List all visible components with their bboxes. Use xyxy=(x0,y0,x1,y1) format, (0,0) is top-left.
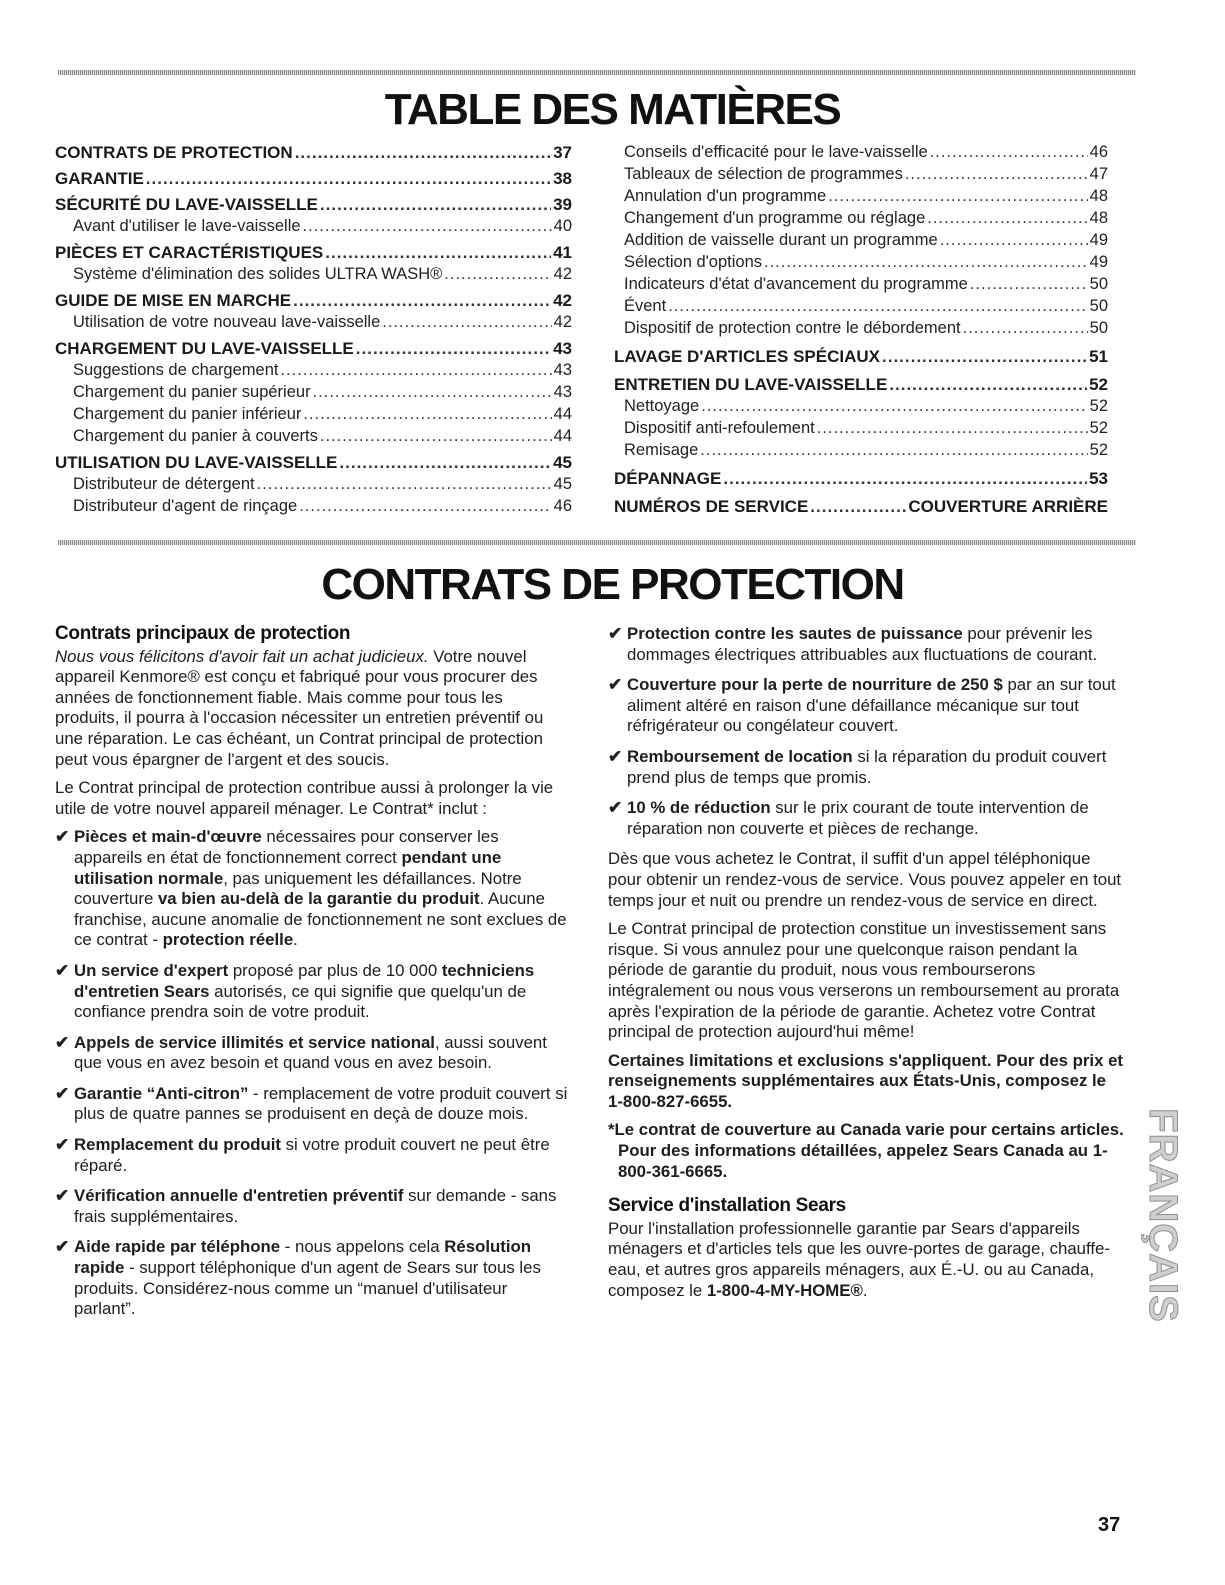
toc-leader-dots xyxy=(701,397,1087,416)
toc-page-number: 46 xyxy=(553,497,572,515)
toc-leader-dots xyxy=(303,405,551,424)
toc-page-number: 48 xyxy=(1089,209,1108,227)
toc-page-number: 41 xyxy=(553,243,572,262)
toc-section-entry xyxy=(55,169,572,191)
benefit-item: ✔ Appels de service illimités et service national, aussi souvent que vous en avez besoin et quand vous en avez besoin. xyxy=(55,1032,547,1073)
toc-leader-dots xyxy=(940,231,1088,250)
toc-leader-dots xyxy=(303,217,552,236)
checkmark-icon: ✔ xyxy=(55,960,70,980)
toc-entry-label: Distributeur de détergent xyxy=(73,475,255,493)
toc-leader-dots xyxy=(444,265,551,284)
toc-leader-dots xyxy=(963,319,1088,338)
toc-entry-label: PIÈCES ET CARACTÉRISTIQUES xyxy=(55,243,324,262)
coverage-paragraph: Le Contrat principal de protection contribue aussi à prolonger la vie utile de votre nouvel appareil ménager. Le Contrat* inclut : xyxy=(55,778,554,818)
toc-subentry xyxy=(614,275,1108,297)
toc-entry-label: Suggestions de chargement xyxy=(73,361,279,379)
intro-paragraph: Nous vous félicitons d'avoir fait un achat judicieux. Votre nouvel appareil Kenmore® est conçu et fabriqué pour vous procurer des années de fonctionnement fiable. Mais comme pour tous les produits, il pourra à l'occasion nécessiter un entretien préventif ou une réparation. Le cas échéant, un Contrat principal de protection peut vous épargner de l'argent et des soucis. xyxy=(55,646,544,769)
toc-page-number: 50 xyxy=(1089,297,1108,315)
toc-page-number: 38 xyxy=(553,169,572,188)
toc-leader-dots xyxy=(930,143,1088,162)
service-call-paragraph: Dès que vous achetez le Contrat, il suffit d'un appel téléphonique pour obtenir un rendez-vous de service. Vous pouvez appeler en tout temps jour et nuit ou prendre un rendez-vous de service en direct. xyxy=(608,849,1122,910)
benefit-item: ✔ Garantie “Anti-citron” - remplacement de votre produit couvert si plus de quatre pannes se produisent en deçà de douze mois. xyxy=(55,1083,568,1124)
installation-paragraph: Pour l'installation professionnelle garantie par Sears d'appareils ménagers et d'articles tels que les ouvre-portes de garage, chauffe-eau, et autres gros appareils ménagers, aux É.-U. ou au Canada, composez le 1-800-4-MY-HOME®. xyxy=(608,1218,1110,1300)
contracts-left-column xyxy=(55,624,571,1330)
benefit-item: ✔ Remboursement de location si la réparation du produit couvert prend plus de temps que promis. xyxy=(608,746,1107,787)
toc-page-number: 42 xyxy=(553,265,572,283)
toc-leader-dots xyxy=(280,361,551,380)
toc-subentry xyxy=(614,209,1108,231)
toc-leader-dots xyxy=(970,275,1088,294)
canada-notice: *Le contrat de couverture au Canada varie pour certains articles. Pour des informations détaillées, appelez Sears Canada au 1-800-361-6665. xyxy=(608,1120,1124,1181)
toc-subentry xyxy=(55,427,572,449)
toc-leader-dots xyxy=(882,347,1087,367)
toc-leader-dots xyxy=(339,453,551,473)
toc-page-number: 43 xyxy=(553,339,572,358)
toc-page-number: COUVERTURE ARRIÈRE xyxy=(908,497,1108,516)
toc-page-number: 50 xyxy=(1089,319,1108,337)
toc-leader-dots xyxy=(325,243,551,263)
toc-leader-dots xyxy=(356,339,551,359)
toc-page-number: 40 xyxy=(553,217,572,235)
benefit-item: ✔ Couverture pour la perte de nourriture de 250 $ par an sur tout aliment altéré en raison d'une défaillance mécanique sur tout réfrigérateur ou congélateur couvert. xyxy=(608,675,1116,736)
toc-page-number: 39 xyxy=(553,195,572,214)
toc-section-entry xyxy=(614,375,1108,397)
toc-subentry xyxy=(614,419,1108,441)
toc-section-entry xyxy=(55,339,572,361)
toc-section-entry xyxy=(614,497,1108,519)
language-side-tab: FRANÇAIS xyxy=(1140,1107,1185,1323)
toc-page-number: 45 xyxy=(553,453,572,472)
toc-leader-dots xyxy=(905,165,1088,184)
benefit-item: ✔ Aide rapide par téléphone - nous appelons cela Résolution rapide - support téléphonique d'un agent de Sears sur tous les produits. Considérez-nous comme un “manuel d'utilisateur parlant”. xyxy=(55,1237,541,1319)
toc-section-entry xyxy=(55,243,572,265)
benefit-list xyxy=(55,827,571,1319)
toc-right-column xyxy=(614,143,1108,519)
toc-entry-label: CONTRATS DE PROTECTION xyxy=(55,143,293,162)
toc-page-number: 45 xyxy=(553,475,572,493)
toc-leader-dots xyxy=(889,375,1087,395)
toc-entry-label: CHARGEMENT DU LAVE-VAISSELLE xyxy=(55,339,354,358)
toc-subentry xyxy=(614,397,1108,419)
toc-entry-label: Évent xyxy=(624,297,667,315)
toc-page-number: 48 xyxy=(1089,187,1108,205)
toc-leader-dots xyxy=(293,291,551,311)
toc-entry-label: Avant d'utiliser le lave-vaisselle xyxy=(73,217,301,235)
toc-leader-dots xyxy=(257,475,552,494)
toc-entry-label: DÉPANNAGE xyxy=(614,469,722,488)
toc-subentry xyxy=(55,217,572,239)
top-divider xyxy=(58,70,1136,75)
benefit-item: ✔ Un service d'expert proposé par plus de 10 000 techniciens d'entretien Sears autorisés, ce qui signifie que quelqu'un de confiance prendra soin de votre produit. xyxy=(55,960,535,1022)
toc-page-number: 53 xyxy=(1089,469,1108,488)
toc-page-number: 42 xyxy=(553,291,572,310)
toc-entry-label: Addition de vaisselle durant un programme xyxy=(624,231,938,249)
toc-entry-label: Chargement du panier supérieur xyxy=(73,383,311,401)
benefit-item: ✔ Pièces et main-d'œuvre nécessaires pour conserver les appareils en état de fonctionnement correct pendant une utilisation normale, pas uniquement les défaillances. Notre couverture va bien au-delà de la garantie du produit. Aucune franchise, aucune anomalie de fonctionnement ne sont exclues de ce contrat - protection réelle. xyxy=(55,827,567,950)
toc-subentry xyxy=(55,361,572,383)
toc-entry-label: Tableaux de sélection de programmes xyxy=(624,165,903,183)
toc-entry-label: Chargement du panier à couverts xyxy=(73,427,318,445)
section-divider xyxy=(58,540,1136,545)
toc-entry-label: Système d'élimination des solides ULTRA WASH® xyxy=(73,265,443,283)
toc-page-number: 49 xyxy=(1089,231,1108,249)
checkmark-icon: ✔ xyxy=(608,746,623,766)
toc-leader-dots xyxy=(320,427,552,446)
toc-entry-label: Annulation d'un programme xyxy=(624,187,827,205)
toc-leader-dots xyxy=(828,187,1087,206)
toc-entry-label: Utilisation de votre nouveau lave-vaisselle xyxy=(73,313,381,331)
toc-leader-dots xyxy=(927,209,1087,228)
toc-page-number: 50 xyxy=(1089,275,1108,293)
checkmark-icon: ✔ xyxy=(55,827,70,847)
toc-page-number: 52 xyxy=(1089,397,1108,415)
checkmark-icon: ✔ xyxy=(608,675,623,695)
toc-leader-dots xyxy=(382,313,551,332)
benefit-item: ✔ Vérification annuelle d'entretien préventif sur demande - sans frais supplémentaires. xyxy=(55,1186,557,1226)
toc-page-number: 52 xyxy=(1089,441,1108,459)
toc-subentry xyxy=(55,383,572,405)
toc-leader-dots xyxy=(146,169,551,189)
limitations-notice: Certaines limitations et exclusions s'appliquent. Pour des prix et renseignements supplémentaires aux États-Unis, composez le 1-800-827-6655. xyxy=(608,1050,1124,1111)
toc-page-number: 37 xyxy=(553,143,572,162)
toc-entry-label: Remisage xyxy=(624,441,699,459)
toc-subentry xyxy=(55,497,572,519)
toc-entry-label: Sélection d'options xyxy=(624,253,762,271)
toc-subentry xyxy=(55,265,572,287)
benefit-list-continued xyxy=(608,624,1124,839)
toc-entry-label: UTILISATION DU LAVE-VAISSELLE xyxy=(55,453,338,472)
toc-leader-dots xyxy=(700,441,1087,460)
toc-entry-label: ENTRETIEN DU LAVE-VAISSELLE xyxy=(614,375,888,394)
toc-leader-dots xyxy=(810,497,906,517)
toc-entry-label: GUIDE DE MISE EN MARCHE xyxy=(55,291,292,310)
toc-section-entry xyxy=(55,143,572,165)
page-number: 37 xyxy=(1098,1514,1121,1536)
toc-entry-label: Conseils d'efficacité pour le lave-vaisselle xyxy=(624,143,928,161)
risk-free-paragraph: Le Contrat principal de protection constitue un investissement sans risque. Si vous annulez pour une quelconque raison pendant la période de garantie du produit, nous vous rembourserons intégralement ou nous vous verserons un remboursement au prorata après l'expiration de la période de garantie. Achetez votre Contrat principal de protection aujourd'hui même! xyxy=(608,919,1120,1042)
toc-leader-dots xyxy=(817,419,1088,438)
toc-entry-label: GARANTIE xyxy=(55,169,144,188)
toc-subentry xyxy=(614,297,1108,319)
toc-section-entry xyxy=(55,291,572,313)
toc-subentry xyxy=(55,313,572,335)
toc-entry-label: Nettoyage xyxy=(624,397,700,415)
toc-entry-label: Chargement du panier inférieur xyxy=(73,405,302,423)
toc-page-number: 52 xyxy=(1089,375,1108,394)
toc-subentry xyxy=(55,405,572,427)
checkmark-icon: ✔ xyxy=(55,1237,70,1257)
checkmark-icon: ✔ xyxy=(55,1032,70,1052)
toc-entry-label: SÉCURITÉ DU LAVE-VAISSELLE xyxy=(55,195,318,214)
toc-entry-label: Dispositif de protection contre le débordement xyxy=(624,319,961,337)
toc-page-number: 44 xyxy=(553,427,572,445)
toc-subentry xyxy=(614,165,1108,187)
toc-leader-dots xyxy=(313,383,552,402)
toc-entry-label: Changement d'un programme ou réglage xyxy=(624,209,926,227)
toc-subentry xyxy=(614,319,1108,341)
toc-section-entry xyxy=(614,347,1108,369)
toc-entry-label: Dispositif anti-refoulement xyxy=(624,419,815,437)
toc-section-entry xyxy=(55,195,572,217)
toc-entry-label: Distributeur d'agent de rinçage xyxy=(73,497,298,515)
toc-page-number: 51 xyxy=(1089,347,1108,366)
toc-section-entry xyxy=(614,469,1108,491)
contracts-title: CONTRATS DE PROTECTION xyxy=(321,560,904,609)
toc-page-number: 44 xyxy=(553,405,572,423)
toc-leader-dots xyxy=(723,469,1087,489)
toc-leader-dots xyxy=(764,253,1088,272)
toc-entry-label: Indicateurs d'état d'avancement du programme xyxy=(624,275,968,293)
checkmark-icon: ✔ xyxy=(608,624,623,643)
toc-page-number: 42 xyxy=(553,313,572,331)
toc-leader-dots xyxy=(295,143,551,163)
checkmark-icon: ✔ xyxy=(55,1186,70,1206)
toc-left-column xyxy=(55,143,572,519)
toc-page-number: 52 xyxy=(1089,419,1108,437)
toc-page-number: 49 xyxy=(1089,253,1108,271)
benefit-item: ✔ Remplacement du produit si votre produit couvert ne peut être réparé. xyxy=(55,1135,550,1175)
toc-page-number: 43 xyxy=(553,361,572,379)
toc-page-number: 46 xyxy=(1089,143,1108,161)
toc-subentry xyxy=(614,441,1108,463)
installation-heading: Service d'installation Sears xyxy=(608,1195,846,1217)
benefit-item: ✔ 10 % de réduction sur le prix courant de toute intervention de réparation non couverte et pièces de rechange. xyxy=(608,798,1089,838)
toc-leader-dots xyxy=(320,195,551,215)
toc-subentry xyxy=(614,253,1108,275)
toc-subentry xyxy=(614,143,1108,165)
toc-leader-dots xyxy=(668,297,1087,316)
checkmark-icon: ✔ xyxy=(55,1135,70,1155)
checkmark-icon: ✔ xyxy=(55,1083,70,1103)
toc-page-number: 43 xyxy=(553,383,572,401)
checkmark-icon: ✔ xyxy=(608,798,623,818)
toc-entry-label: NUMÉROS DE SERVICE xyxy=(614,497,809,516)
toc-page-number: 47 xyxy=(1089,165,1108,183)
toc-section-entry xyxy=(55,453,572,475)
contracts-right-column xyxy=(608,624,1124,1309)
contracts-heading: Contrats principaux de protection xyxy=(55,623,351,644)
toc-subentry xyxy=(614,187,1108,209)
toc-subentry xyxy=(614,231,1108,253)
toc-title: TABLE DES MATIÈRES xyxy=(384,85,841,134)
toc-leader-dots xyxy=(299,497,551,516)
toc-subentry xyxy=(55,475,572,497)
benefit-item: ✔ Protection contre les sautes de puissance pour prévenir les dommages électriques attribuables aux fluctuations de courant. xyxy=(608,624,1098,664)
toc-entry-label: LAVAGE D'ARTICLES SPÉCIAUX xyxy=(614,347,880,366)
